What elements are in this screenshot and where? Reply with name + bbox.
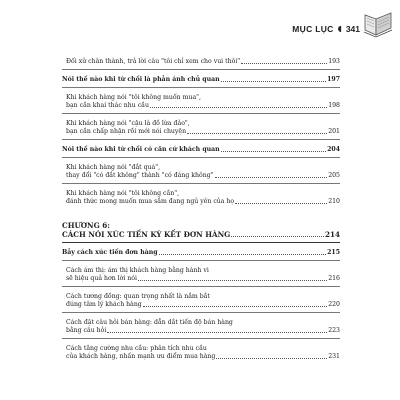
dot-leader <box>241 63 327 64</box>
chapter-title: CÁCH NÓI XÚC TIẾN KÝ KẾT ĐƠN HÀNG <box>62 230 231 239</box>
chapter-title-row <box>62 230 340 239</box>
table-of-contents <box>62 52 340 364</box>
toc-entry-text: Bảy cách xúc tiến đơn hàng <box>62 249 158 256</box>
toc-entry-row <box>62 58 340 66</box>
toc-entry[interactable] <box>62 69 340 87</box>
toc-entry-row <box>62 275 340 283</box>
toc-entry-row <box>62 102 340 110</box>
toc-page-number: 204 <box>327 146 340 153</box>
toc-entry-text: đánh thức mong muốn mua sắm đang ngủ yên của họ <box>66 198 235 205</box>
toc-entry-row <box>62 249 340 257</box>
toc-entry-row <box>62 172 340 180</box>
toc-page-number: 210 <box>328 198 340 205</box>
toc-entry[interactable] <box>62 157 340 183</box>
toc-entry[interactable] <box>62 87 340 113</box>
dot-leader <box>107 332 327 333</box>
dot-leader <box>215 177 328 178</box>
dot-leader <box>138 280 327 281</box>
toc-entry[interactable] <box>62 286 340 312</box>
toc-entry-text: Nói thế nào khi từ chối là phản ánh chủ quan <box>62 76 220 83</box>
toc-entry-text: bạn cần chấp nhận rồi mới nói chuyện <box>66 128 187 135</box>
toc-page-number: 216 <box>328 275 340 282</box>
dot-leader <box>159 254 327 255</box>
toc-entry-text: Khi khách hàng nói "tôi không muốn mua", <box>66 94 201 101</box>
toc-entry-row <box>62 128 340 136</box>
toc-page-number: 201 <box>328 128 340 135</box>
toc-page-number: 197 <box>327 76 340 83</box>
dot-leader <box>235 203 327 204</box>
toc-entry[interactable] <box>62 312 340 338</box>
toc-entry-text: Cách tương đồng: quan trọng nhất là nắm bắt <box>66 293 210 300</box>
toc-page-number: 205 <box>328 172 340 179</box>
toc-entry[interactable] <box>62 243 340 260</box>
dot-leader <box>187 133 327 134</box>
toc-page-number: 198 <box>328 102 340 109</box>
chapter-section <box>62 242 340 364</box>
toc-entry-text: bạn cần khai thác nhu cầu <box>66 102 149 109</box>
toc-entry[interactable] <box>62 338 340 364</box>
toc-page-number: 193 <box>328 58 340 65</box>
chapter-heading[interactable] <box>62 221 340 239</box>
dot-leader <box>221 151 326 152</box>
open-book-icon <box>362 10 394 40</box>
dot-leader <box>143 306 327 307</box>
dot-leader <box>150 107 327 108</box>
toc-entry[interactable] <box>62 139 340 157</box>
toc-entry-text: Khi khách hàng nói "cậu là đồ lừa đảo", <box>66 120 190 127</box>
toc-entry-text: đúng tâm lý khách hàng <box>66 301 142 308</box>
chapter-page-number: 214 <box>324 230 340 239</box>
toc-entry-text: của khách hàng, nhấn mạnh ưu điểm mua hàng <box>66 353 216 360</box>
toc-entry-row <box>62 198 340 206</box>
toc-entry[interactable] <box>62 113 340 139</box>
toc-entry-row <box>62 146 340 154</box>
toc-entry[interactable] <box>62 260 340 286</box>
toc-page-number: 223 <box>328 327 340 334</box>
toc-entry-text: Cách tăng cường nhu cầu: phân tích nhu cầu <box>66 345 207 352</box>
toc-entry-text: Khi khách hàng nói "đắt quá", <box>66 164 161 171</box>
toc-entry-text: Cách ám thị: ám thị khách hàng bằng hành vi <box>66 267 209 274</box>
toc-entry[interactable] <box>62 52 340 69</box>
dot-leader <box>231 236 324 237</box>
toc-page-number: 231 <box>328 353 340 360</box>
toc-entry-row <box>62 327 340 335</box>
toc-entry-text: bằng câu hỏi <box>66 327 107 334</box>
header-title: MỤC LỤC <box>292 24 334 34</box>
toc-entry-text: Cách đặt câu hỏi bán hàng: dẫn dắt tiến độ bán hàng <box>66 319 233 326</box>
toc-entry-text: Đối xử chân thành, trả lời câu "tôi chỉ xem cho vui thôi" <box>66 58 241 65</box>
toc-page-number: 220 <box>328 301 340 308</box>
toc-entry-text: Nói thế nào khi từ chối có căn cứ khách quan <box>62 146 220 153</box>
toc-entry[interactable] <box>62 183 340 209</box>
header-page-number: 341 <box>345 24 360 34</box>
toc-entry-text: thay đổi "có đắt không" thành "có đáng không" <box>66 172 214 179</box>
dot-leader <box>221 81 326 82</box>
header-separator-icon: ◖ <box>337 24 342 33</box>
toc-entry-row <box>62 76 340 84</box>
running-header <box>292 22 360 36</box>
toc-entry-row <box>62 353 340 361</box>
toc-page-number: 215 <box>327 249 340 256</box>
toc-entry-text: sẽ hiệu quả hơn lời nói <box>66 275 137 282</box>
toc-entry-text: Khi khách hàng nói "tôi không cần", <box>66 190 180 197</box>
chapter-label: CHƯƠNG 6: <box>62 221 110 230</box>
toc-entry-row <box>62 301 340 309</box>
dot-leader <box>216 358 327 359</box>
